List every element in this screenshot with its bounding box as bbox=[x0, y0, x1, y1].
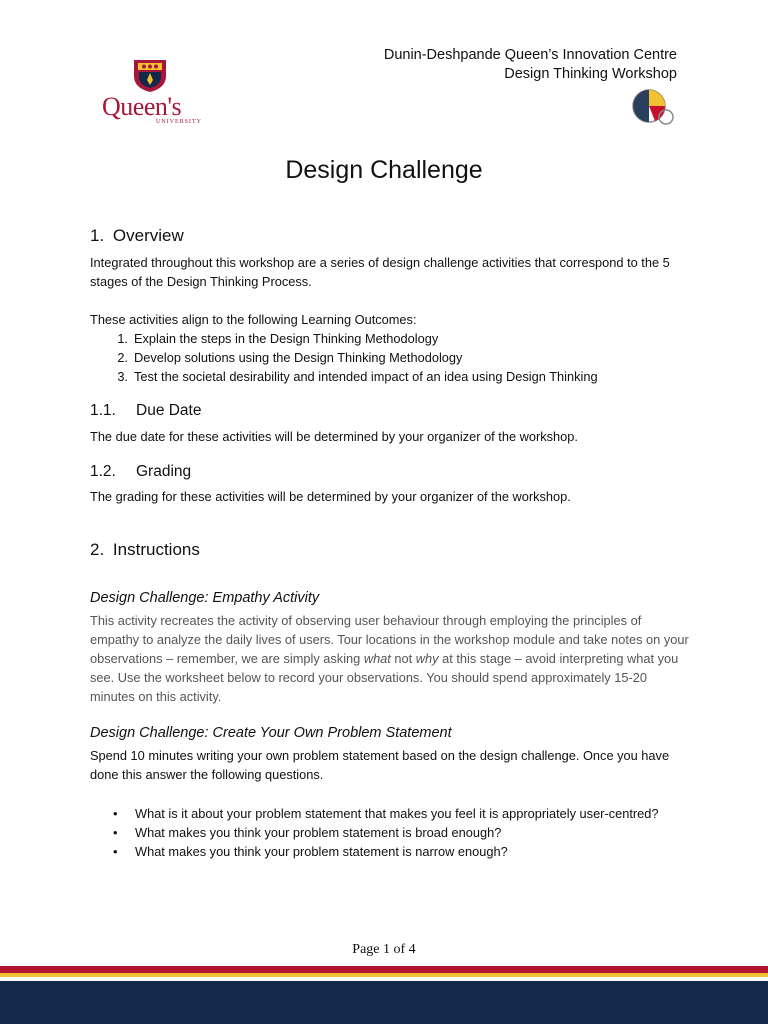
list-item: 2. Develop solutions using the Design Thinking Methodology bbox=[117, 350, 463, 365]
subsection-number: 1.2. bbox=[90, 463, 116, 480]
header-centre-name: Dunin-Deshpande Queen’s Innovation Centre bbox=[383, 47, 677, 63]
list-item: 3. Test the societal desirability and intended impact of an idea using Design Thinking bbox=[117, 369, 598, 384]
grading-text: The grading for these activities will be determined by your organizer of the workshop. bbox=[90, 489, 571, 504]
logo-subtext: UNIVERSITY bbox=[156, 119, 202, 125]
list-item: 1. Explain the steps in the Design Thinking Methodology bbox=[117, 331, 439, 346]
document-header bbox=[384, 46, 677, 84]
problem-questions-list bbox=[113, 804, 673, 861]
page-number: Page 1 of 4 bbox=[352, 942, 416, 957]
section-number: 1. bbox=[90, 226, 105, 245]
subsection-due-date-heading bbox=[90, 402, 201, 420]
list-item: • What makes you think your problem statement is broad enough? bbox=[113, 825, 502, 840]
empathy-activity-text: This activity recreates the activity of observing user behaviour through employing the principles of empathy to analyze the daily lives of users. Tour locations in the workshop module and take notes on your observations – remember, we are simply asking what not why at this stage – avoid interpreting what you see. Use the worksheet below to record your observations. You should spend approximately 15-20 minutes on this activity. bbox=[90, 613, 689, 704]
outcomes-intro: These activities align to the following Learning Outcomes: bbox=[90, 312, 417, 327]
subsection-title: Grading bbox=[136, 463, 192, 480]
design-thinking-circles-icon bbox=[628, 86, 680, 130]
crest-icon bbox=[130, 58, 170, 92]
problem-statement-text: Spend 10 minutes writing your own problem statement based on the design challenge. Once you have done this answer the following questions. bbox=[90, 748, 670, 782]
problem-statement-heading: Design Challenge: Create Your Own Problem Statement bbox=[90, 725, 452, 741]
subsection-number: 1.1. bbox=[90, 402, 116, 419]
section-overview-heading bbox=[90, 226, 184, 246]
queens-university-logo bbox=[100, 58, 200, 128]
logo-wordmark: Queen's bbox=[102, 92, 182, 121]
subsection-grading-heading bbox=[90, 463, 191, 481]
list-item: • What is it about your problem statement that makes you feel it is appropriately user-centred? bbox=[113, 806, 659, 821]
section-title: Instructions bbox=[112, 540, 200, 559]
section-instructions-heading bbox=[90, 540, 200, 560]
subsection-title: Due Date bbox=[136, 402, 202, 419]
footer-band-navy bbox=[0, 981, 768, 1024]
empathy-activity-heading: Design Challenge: Empathy Activity bbox=[90, 590, 320, 606]
header-workshop-name: Design Thinking Workshop bbox=[504, 66, 677, 82]
page-title: Design Challenge bbox=[285, 156, 483, 184]
footer-band-red bbox=[0, 966, 768, 973]
section-number: 2. bbox=[90, 540, 105, 559]
overview-paragraph: Integrated throughout this workshop are a series of design challenge activities that correspond to the 5 stages of the Design Thinking Process. bbox=[90, 255, 670, 289]
list-item: • What makes you think your problem statement is narrow enough? bbox=[113, 844, 508, 859]
due-date-text: The due date for these activities will be determined by your organizer of the workshop. bbox=[90, 429, 578, 444]
learning-outcomes-list bbox=[110, 329, 710, 386]
section-title: Overview bbox=[112, 226, 184, 245]
